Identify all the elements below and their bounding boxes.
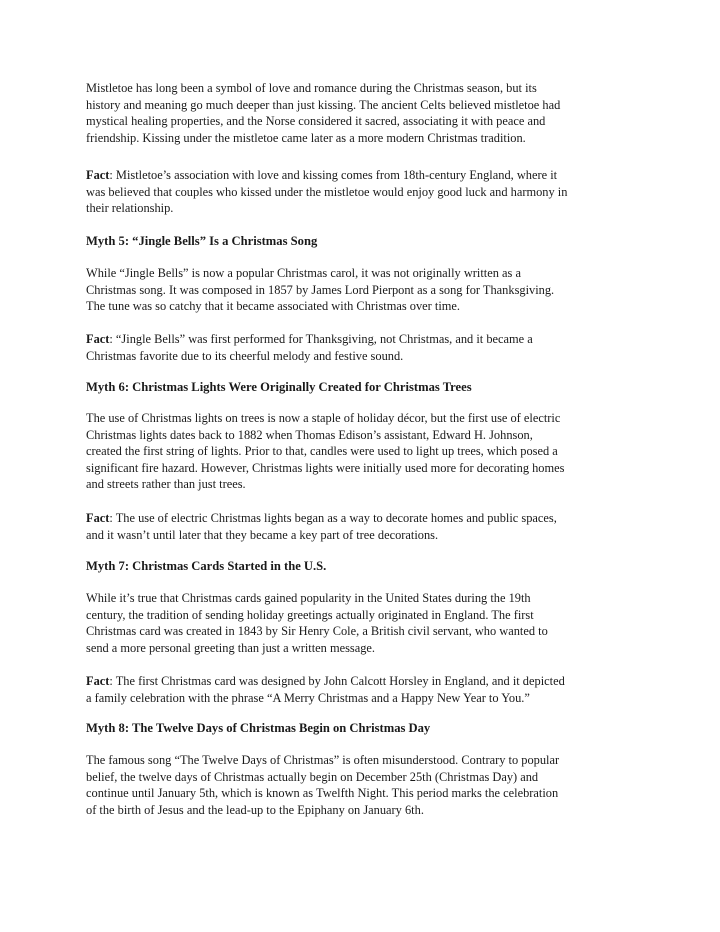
body-line: The famous song “The Twelve Days of Christmas” is often misunderstood. Contrary to popular — [86, 753, 560, 767]
body-line: send a more personal greeting than just a written message. — [86, 640, 376, 655]
intro-line: mystical healing properties, and the Norse considered it sacred, associating it with peace and — [86, 114, 546, 128]
fact-label: Fact — [86, 511, 110, 525]
section-heading-myth-7 — [86, 558, 636, 575]
section-heading: Myth 8: The Twelve Days of Christmas Begin on Christmas Day — [86, 721, 431, 735]
body-line: Christmas song. It was composed in 1857 by James Lord Pierpont as a song for Thanksgiving. — [86, 282, 555, 297]
body-line: significant fire hazard. However, Christmas lights were initially used more for decorating homes — [86, 460, 565, 475]
body-line: continue until January 5th, which is known as Twelfth Night. This period marks the celebration — [86, 786, 559, 800]
body-line: Christmas card was created in 1843 by Sir Henry Cole, a British civil servant, who wanted to — [86, 624, 548, 638]
section-body-myth-7 — [86, 590, 636, 656]
body-line: of the birth of Jesus and the lead-up to the Epiphany on January 6th. — [86, 802, 424, 817]
fact-text: Christmas favorite due to its cheerful melody and festive sound. — [86, 348, 404, 363]
section-fact-myth-7 — [86, 673, 636, 706]
intro-line: friendship. Kissing under the mistletoe came later as a more modern Christmas tradition. — [86, 130, 526, 145]
fact-label: Fact — [86, 332, 110, 346]
fact-text: : The use of electric Christmas lights began as a way to decorate homes and public spaces, — [109, 511, 557, 525]
section-body-myth-6 — [86, 410, 636, 493]
section-heading: Myth 7: Christmas Cards Started in the U.S. — [86, 559, 327, 573]
intro-line: history and meaning go much deeper than just kissing. The ancient Celts believed mistletoe had — [86, 97, 561, 112]
section-heading: Myth 6: Christmas Lights Were Originally Created for Christmas Trees — [86, 380, 472, 394]
section-heading: Myth 5: “Jingle Bells” Is a Christmas Song — [86, 234, 318, 248]
fact-text: : “Jingle Bells” was first performed for Thanksgiving, not Christmas, and it became a — [109, 332, 533, 346]
body-line: century, the tradition of sending holiday greetings actually originated in England. The first — [86, 607, 534, 622]
section-heading-myth-6 — [86, 379, 636, 396]
body-line: Christmas lights dates back to 1882 when Thomas Edison’s assistant, Edward H. Johnson, — [86, 427, 533, 442]
fact-text: their relationship. — [86, 201, 174, 215]
fact-text: : Mistletoe’s association with love and kissing comes from 18th-century England, where it — [109, 168, 558, 182]
section-fact-myth-5 — [86, 331, 636, 364]
section-heading-myth-8 — [86, 720, 636, 737]
fact-text: was believed that couples who kissed under the mistletoe would enjoy good luck and harmony in — [86, 184, 568, 199]
fact-text: and it wasn’t until later that they became a key part of tree decorations. — [86, 527, 439, 542]
section-body-myth-8 — [86, 752, 636, 818]
body-line: The tune was so catchy that it became associated with Christmas over time. — [86, 299, 461, 313]
body-line: and streets rather than just trees. — [86, 477, 246, 491]
intro-fact-paragraph — [86, 167, 636, 217]
section-body-myth-5 — [86, 265, 636, 315]
section-fact-myth-6 — [86, 510, 636, 543]
body-line: created the first string of lights. Prior to that, candles were used to light up trees, which posed a — [86, 444, 558, 458]
body-line: While it’s true that Christmas cards gained popularity in the United States during the 19th — [86, 591, 531, 605]
section-heading-myth-5 — [86, 233, 636, 250]
body-line: belief, the twelve days of Christmas actually begin on December 25th (Christmas Day) and — [86, 769, 539, 784]
intro-paragraph — [86, 80, 636, 146]
body-line: The use of Christmas lights on trees is now a staple of holiday décor, but the first use of electric — [86, 411, 561, 425]
body-line: While “Jingle Bells” is now a popular Christmas carol, it was not originally written as a — [86, 266, 521, 280]
fact-text: : The first Christmas card was designed by John Calcott Horsley in England, and it depicted — [109, 674, 565, 688]
fact-label: Fact — [86, 674, 110, 688]
intro-line: Mistletoe has long been a symbol of love and romance during the Christmas season, but its — [86, 81, 537, 95]
fact-label: Fact — [86, 168, 110, 182]
fact-text: a family celebration with the phrase “A Merry Christmas and a Happy New Year to You.” — [86, 690, 530, 705]
